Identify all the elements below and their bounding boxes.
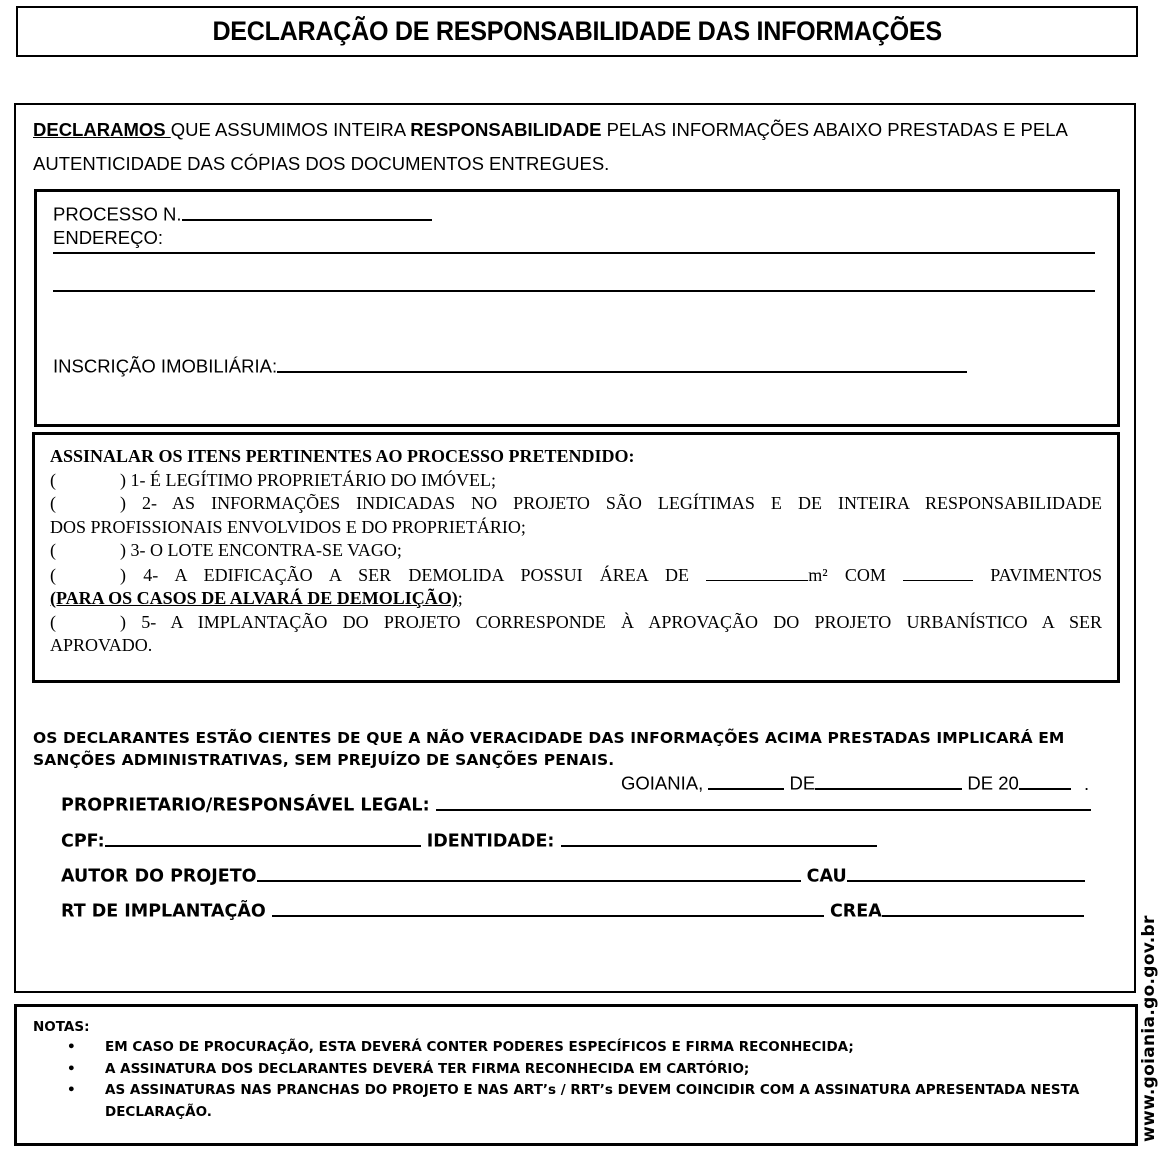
item-4-demolition-note: (PARA OS CASOS DE ALVARÁ DE DEMOLIÇÃO) bbox=[50, 588, 458, 608]
month-field[interactable] bbox=[815, 771, 962, 790]
item-4-number: ) 4- bbox=[120, 564, 175, 585]
item-1-number: ) 1- bbox=[120, 469, 150, 490]
checklist-item-1[interactable] bbox=[50, 469, 1102, 493]
autor-label: AUTOR DO PROJETO bbox=[61, 866, 257, 887]
item-4-continuation bbox=[50, 587, 1102, 611]
checklist-header: ASSINALAR OS ITENS PERTINENTES AO PROCESSO PRETENDIDO: bbox=[50, 446, 635, 466]
notes-list bbox=[67, 1037, 1127, 1123]
area-field[interactable] bbox=[706, 563, 808, 581]
inscricao-label: INSCRIÇÃO IMOBILIÁRIA: bbox=[53, 355, 278, 377]
note-text: EM CASO DE PROCURAÇÃO, ESTA DEVERÁ CONTER PODERES ESPECÍFICOS E FIRMA RECONHECIDA; bbox=[105, 1039, 854, 1055]
inscricao-row bbox=[53, 354, 967, 378]
note-item bbox=[67, 1080, 1127, 1123]
bullet-icon: • bbox=[67, 1039, 76, 1055]
cau-label: CAU bbox=[806, 866, 847, 887]
note-text: AS ASSINATURAS NAS PRANCHAS DO PROJETO E NAS ART’s / RRT’s DEVEM COINCIDIR COM A ASSINATURA APRESENTADA NESTA DECLARAÇÃO. bbox=[105, 1082, 1080, 1120]
date-period: . bbox=[1083, 772, 1090, 794]
date-de-label-2: DE 20 bbox=[967, 772, 1019, 794]
item-2-number: ) 2- bbox=[120, 493, 173, 513]
item-1-text: É LEGÍTIMO PROPRIETÁRIO DO IMÓVEL; bbox=[150, 469, 496, 490]
area-unit: m² bbox=[808, 564, 828, 585]
rt-label: RT DE IMPLANTAÇÃO bbox=[61, 901, 266, 922]
cpf-identidade-row bbox=[61, 829, 877, 852]
notes-box bbox=[14, 1004, 1138, 1146]
checklist-item-3[interactable] bbox=[50, 539, 1102, 563]
autor-row bbox=[61, 864, 1085, 887]
item-4-text-c: PAVIMENTOS bbox=[990, 564, 1103, 585]
item-5-continuation: APROVADO. bbox=[50, 635, 153, 655]
item-4-text-a: A EDIFICAÇÃO A SER DEMOLIDA POSSUI ÁREA DE bbox=[174, 564, 689, 585]
legal-warning: OS DECLARANTES ESTÃO CIENTES DE QUE A NÃO VERACIDADE DAS INFORMAÇÕES ACIMA PRESTADAS IMPLICARÁ EM SANÇÕES ADMINISTRATIVAS, SEM PREJUÍZO DE SANÇÕES PENAIS. bbox=[33, 729, 1065, 769]
identidade-field[interactable] bbox=[561, 829, 877, 847]
processo-label: PROCESSO N. bbox=[53, 203, 182, 225]
declaramos-text: DECLARAMOS bbox=[33, 119, 171, 140]
cau-field[interactable] bbox=[847, 864, 1085, 882]
checklist-item-4[interactable] bbox=[50, 563, 1102, 588]
item-4-semicolon: ; bbox=[457, 588, 463, 608]
identidade-label: IDENTIDADE: bbox=[426, 831, 555, 852]
day-field[interactable] bbox=[708, 771, 784, 790]
item-4-text-b: COM bbox=[844, 564, 886, 585]
process-info-box bbox=[34, 189, 1120, 427]
item-3-number: ) 3- bbox=[120, 540, 150, 560]
declaration-box bbox=[14, 103, 1136, 993]
item-2-continuation: DOS PROFISSIONAIS ENVOLVIDOS E DO PROPRIETÁRIO; bbox=[50, 516, 526, 537]
items-checklist bbox=[50, 445, 1102, 658]
item-5-text: A IMPLANTAÇÃO DO PROJETO CORRESPONDE À APROVAÇÃO DO PROJETO URBANÍSTICO A SER bbox=[170, 611, 1102, 632]
checklist-item-2[interactable] bbox=[50, 492, 1102, 516]
checkbox-2[interactable]: ( bbox=[50, 493, 56, 513]
checkbox-3[interactable]: ( bbox=[50, 540, 56, 560]
checklist-item-5[interactable] bbox=[50, 611, 1102, 635]
inscricao-field[interactable] bbox=[277, 354, 967, 373]
autor-field[interactable] bbox=[257, 864, 801, 882]
owner-signature-row bbox=[61, 793, 1091, 816]
document-title: DECLARAÇÃO DE RESPONSABILIDADE DAS INFORMAÇÕES bbox=[212, 16, 942, 46]
crea-label: CREA bbox=[829, 901, 882, 922]
website-url: www.goiania.go.gov.br bbox=[1139, 915, 1159, 1142]
intro-text-2: PELAS INFORMAÇÕES ABAIXO PRESTADAS E PELA AUTENTICIDADE DAS CÓPIAS DOS DOCUMENTOS ENTREGUES. bbox=[33, 119, 1067, 174]
note-item bbox=[67, 1037, 1127, 1059]
endereco-label: ENDEREÇO: bbox=[53, 227, 163, 248]
city-label: GOIANIA, bbox=[621, 772, 704, 794]
notes-title: NOTAS: bbox=[33, 1019, 90, 1035]
note-item bbox=[67, 1059, 1127, 1081]
processo-row bbox=[53, 202, 432, 226]
item-3-text: O LOTE ENCONTRA-SE VAGO; bbox=[150, 540, 402, 560]
intro-paragraph bbox=[33, 113, 1123, 181]
owner-signature-field[interactable] bbox=[436, 793, 1091, 811]
bullet-icon: • bbox=[67, 1082, 76, 1098]
crea-field[interactable] bbox=[882, 899, 1084, 917]
checkbox-4[interactable]: ( bbox=[50, 564, 56, 585]
intro-text-1: QUE ASSUMIMOS INTEIRA bbox=[170, 119, 411, 140]
item-5-number: ) 5- bbox=[120, 611, 171, 632]
note-text: A ASSINATURA DOS DECLARANTES DEVERÁ TER FIRMA RECONHECIDA EM CARTÓRIO; bbox=[105, 1060, 750, 1077]
responsabilidade-text: RESPONSABILIDADE bbox=[410, 119, 602, 140]
processo-field[interactable] bbox=[182, 202, 432, 221]
checkbox-5[interactable]: ( bbox=[50, 611, 56, 632]
cpf-field[interactable] bbox=[105, 829, 421, 847]
endereco-field-line-2[interactable] bbox=[53, 290, 1095, 292]
item-2-text: AS INFORMAÇÕES INDICADAS NO PROJETO SÃO LEGÍTIMAS E DE INTEIRA RESPONSABILIDADE bbox=[172, 493, 1102, 513]
title-box bbox=[16, 6, 1138, 57]
rt-field[interactable] bbox=[272, 899, 824, 917]
endereco-field-line-1[interactable] bbox=[53, 252, 1095, 254]
year-field[interactable] bbox=[1019, 771, 1071, 790]
floors-field[interactable] bbox=[903, 563, 973, 581]
rt-row bbox=[61, 899, 1084, 922]
date-line bbox=[621, 771, 1089, 795]
date-de-label-1: DE bbox=[789, 772, 816, 794]
owner-label: PROPRIETARIO/RESPONSÁVEL LEGAL: bbox=[61, 795, 430, 816]
bullet-icon: • bbox=[67, 1060, 76, 1077]
cpf-label: CPF: bbox=[61, 831, 105, 852]
items-checklist-box bbox=[32, 432, 1120, 683]
checkbox-1[interactable]: ( bbox=[50, 469, 56, 490]
